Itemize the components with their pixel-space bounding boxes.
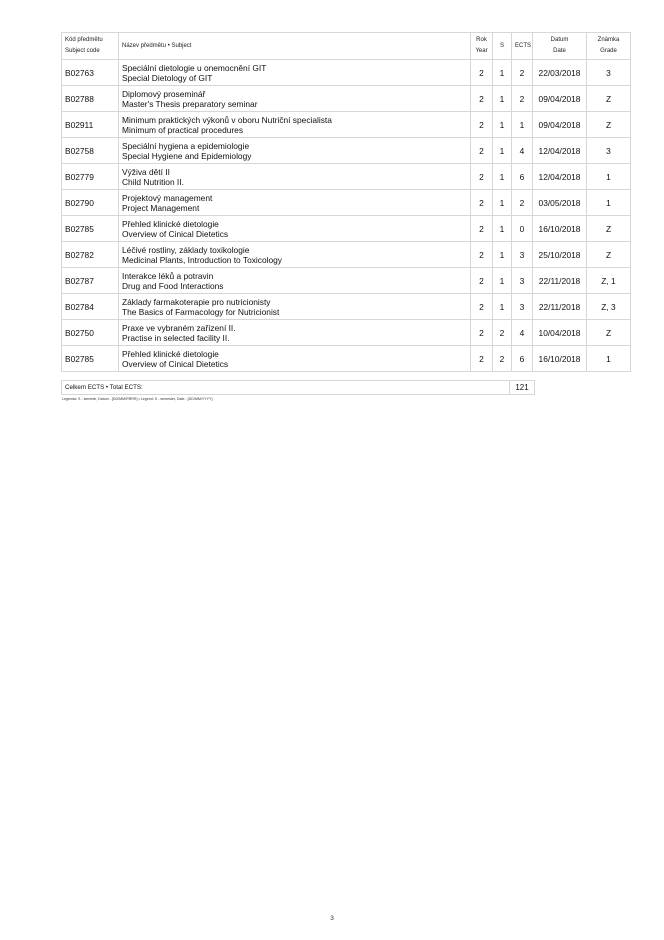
- grade-cell: Z: [587, 320, 631, 346]
- date-cell: 09/04/2018: [533, 112, 587, 138]
- ects-cell: 1: [512, 112, 533, 138]
- ects-cell: 4: [512, 320, 533, 346]
- subject-code-cell: B02785: [62, 216, 119, 242]
- header-subject-code: Kód předmětu Subject code: [62, 33, 119, 60]
- date-cell: 12/04/2018: [533, 138, 587, 164]
- grade-cell: 1: [587, 190, 631, 216]
- table-header-row: [62, 33, 631, 60]
- date-cell: 10/04/2018: [533, 320, 587, 346]
- year-cell: 2: [471, 216, 493, 242]
- semester-cell: 1: [493, 216, 512, 242]
- year-cell: 2: [471, 60, 493, 86]
- subject-name-cz: Základy farmakoterapie pro nutricionisty: [122, 296, 271, 307]
- subject-name-cz: Praxe ve vybraném zařízení II.: [122, 322, 236, 333]
- semester-cell: 1: [493, 268, 512, 294]
- semester-cell: 1: [493, 242, 512, 268]
- ects-cell: 3: [512, 242, 533, 268]
- subject-code-cell: B02790: [62, 190, 119, 216]
- year-cell: 2: [471, 86, 493, 112]
- grade-cell: Z, 1: [587, 268, 631, 294]
- subject-name-en: Medicinal Plants, Introduction to Toxicology: [122, 254, 282, 265]
- year-cell: 2: [471, 294, 493, 320]
- semester-cell: 2: [493, 346, 512, 372]
- total-ects-table: [61, 380, 535, 395]
- table-row: [62, 164, 631, 190]
- grade-cell: 1: [587, 164, 631, 190]
- total-ects-row: [62, 381, 535, 395]
- table-row: [62, 294, 631, 320]
- header-semester: S: [493, 33, 512, 60]
- subject-name-cell: [119, 216, 471, 242]
- subject-code-cell: B02758: [62, 138, 119, 164]
- subject-name-cell: [119, 112, 471, 138]
- date-cell: 12/04/2018: [533, 164, 587, 190]
- subject-code-cell: B02782: [62, 242, 119, 268]
- semester-cell: 1: [493, 138, 512, 164]
- ects-cell: 6: [512, 346, 533, 372]
- grade-cell: Z, 3: [587, 294, 631, 320]
- date-cell: 22/11/2018: [533, 268, 587, 294]
- semester-cell: 1: [493, 190, 512, 216]
- subject-name-en: Minimum of practical procedures: [122, 124, 244, 135]
- subject-name-cz: Léčivé rostliny, základy toxikologie: [122, 244, 250, 255]
- subject-code-cell: B02763: [62, 60, 119, 86]
- ects-cell: 2: [512, 86, 533, 112]
- subject-name-cell: [119, 164, 471, 190]
- semester-cell: 2: [493, 320, 512, 346]
- subject-name-en: Master's Thesis preparatory seminar: [122, 98, 258, 109]
- ects-cell: 2: [512, 60, 533, 86]
- subject-name-cz: Projektový management: [122, 192, 213, 203]
- subject-name-cell: [119, 86, 471, 112]
- table-row: [62, 112, 631, 138]
- header-grade: Známka Grade: [587, 33, 631, 60]
- subject-name-en: The Basics of Farmacology for Nutricionist: [122, 306, 280, 317]
- subject-name-en: Practise in selected facility II.: [122, 332, 230, 343]
- table-row: [62, 138, 631, 164]
- subject-name-cell: [119, 138, 471, 164]
- subject-name-en: Overview of Cinical Dietetics: [122, 228, 229, 239]
- subject-name-cell: [119, 346, 471, 372]
- semester-cell: 1: [493, 164, 512, 190]
- header-year: Rok Year: [471, 33, 493, 60]
- subject-name-en: Special Hygiene and Epidemiology: [122, 150, 252, 161]
- subject-name-cz: Speciální hygiena a epidemiologie: [122, 140, 250, 151]
- date-cell: 16/10/2018: [533, 216, 587, 242]
- date-cell: 22/11/2018: [533, 294, 587, 320]
- year-cell: 2: [471, 242, 493, 268]
- table-row: [62, 216, 631, 242]
- year-cell: 2: [471, 190, 493, 216]
- year-cell: 2: [471, 320, 493, 346]
- year-cell: 2: [471, 346, 493, 372]
- table-body: [62, 60, 631, 372]
- subject-name-en: Child Nutrition II.: [122, 176, 184, 187]
- ects-cell: 6: [512, 164, 533, 190]
- legend: Legenda: S - semestr, Datum - [DD/MM/RRRR] • Legend: S - semester, Date - [DD/MM/YYYY]: [62, 397, 213, 401]
- subject-name-cz: Přehled klinické dietologie: [122, 348, 219, 359]
- grade-cell: Z: [587, 112, 631, 138]
- table-row: [62, 320, 631, 346]
- subject-name-cz: Minimum praktických výkonů v oboru Nutriční specialista: [122, 114, 332, 125]
- subject-code-cell: B02788: [62, 86, 119, 112]
- header-ects: ECTS: [512, 33, 533, 60]
- subject-name-cz: Přehled klinické dietologie: [122, 218, 219, 229]
- ects-cell: 0: [512, 216, 533, 242]
- subject-code-cell: B02750: [62, 320, 119, 346]
- table-row: [62, 242, 631, 268]
- subject-name-cz: Výživa dětí II: [122, 166, 170, 177]
- semester-cell: 1: [493, 60, 512, 86]
- year-cell: 2: [471, 138, 493, 164]
- semester-cell: 1: [493, 294, 512, 320]
- subject-name-cell: [119, 242, 471, 268]
- subject-code-cell: B02787: [62, 268, 119, 294]
- grades-table: [61, 32, 631, 372]
- ects-cell: 4: [512, 138, 533, 164]
- table-row: [62, 268, 631, 294]
- semester-cell: 1: [493, 86, 512, 112]
- date-cell: 03/05/2018: [533, 190, 587, 216]
- ects-cell: 2: [512, 190, 533, 216]
- grade-cell: 3: [587, 138, 631, 164]
- year-cell: 2: [471, 112, 493, 138]
- subject-name-cz: Speciální dietologie u onemocnění GIT: [122, 62, 267, 73]
- grade-cell: 3: [587, 60, 631, 86]
- grade-cell: Z: [587, 216, 631, 242]
- year-cell: 2: [471, 164, 493, 190]
- grade-cell: Z: [587, 242, 631, 268]
- grade-cell: 1: [587, 346, 631, 372]
- subject-name-en: Drug and Food Interactions: [122, 280, 224, 291]
- date-cell: 25/10/2018: [533, 242, 587, 268]
- subject-code-cell: B02779: [62, 164, 119, 190]
- subject-name-cell: [119, 60, 471, 86]
- header-subject-name: Název předmětu • Subject: [119, 33, 471, 60]
- subject-name-cell: [119, 268, 471, 294]
- table-row: [62, 86, 631, 112]
- date-cell: 22/03/2018: [533, 60, 587, 86]
- table-row: [62, 346, 631, 372]
- date-cell: 09/04/2018: [533, 86, 587, 112]
- ects-cell: 3: [512, 294, 533, 320]
- subject-code-cell: B02911: [62, 112, 119, 138]
- subject-name-cz: Diplomový proseminář: [122, 88, 206, 99]
- subject-name-cell: [119, 320, 471, 346]
- subject-name-cz: Interakce léků a potravin: [122, 270, 214, 281]
- subject-name-en: Project Management: [122, 202, 200, 213]
- subject-code-cell: B02784: [62, 294, 119, 320]
- year-cell: 2: [471, 268, 493, 294]
- subject-name-en: Overview of Cinical Dietetics: [122, 358, 229, 369]
- semester-cell: 1: [493, 112, 512, 138]
- ects-cell: 3: [512, 268, 533, 294]
- subject-name-cell: [119, 190, 471, 216]
- table-row: [62, 60, 631, 86]
- table-row: [62, 190, 631, 216]
- grade-cell: Z: [587, 86, 631, 112]
- subject-code-cell: B02785: [62, 346, 119, 372]
- date-cell: 16/10/2018: [533, 346, 587, 372]
- total-ects-value: 121: [510, 381, 535, 395]
- header-date: Datum Date: [533, 33, 587, 60]
- subject-name-cell: [119, 294, 471, 320]
- total-ects-label: Celkem ECTS • Total ECTS:: [62, 381, 510, 395]
- subject-name-en: Special Dietology of GIT: [122, 72, 213, 83]
- page-number: 3: [330, 915, 334, 922]
